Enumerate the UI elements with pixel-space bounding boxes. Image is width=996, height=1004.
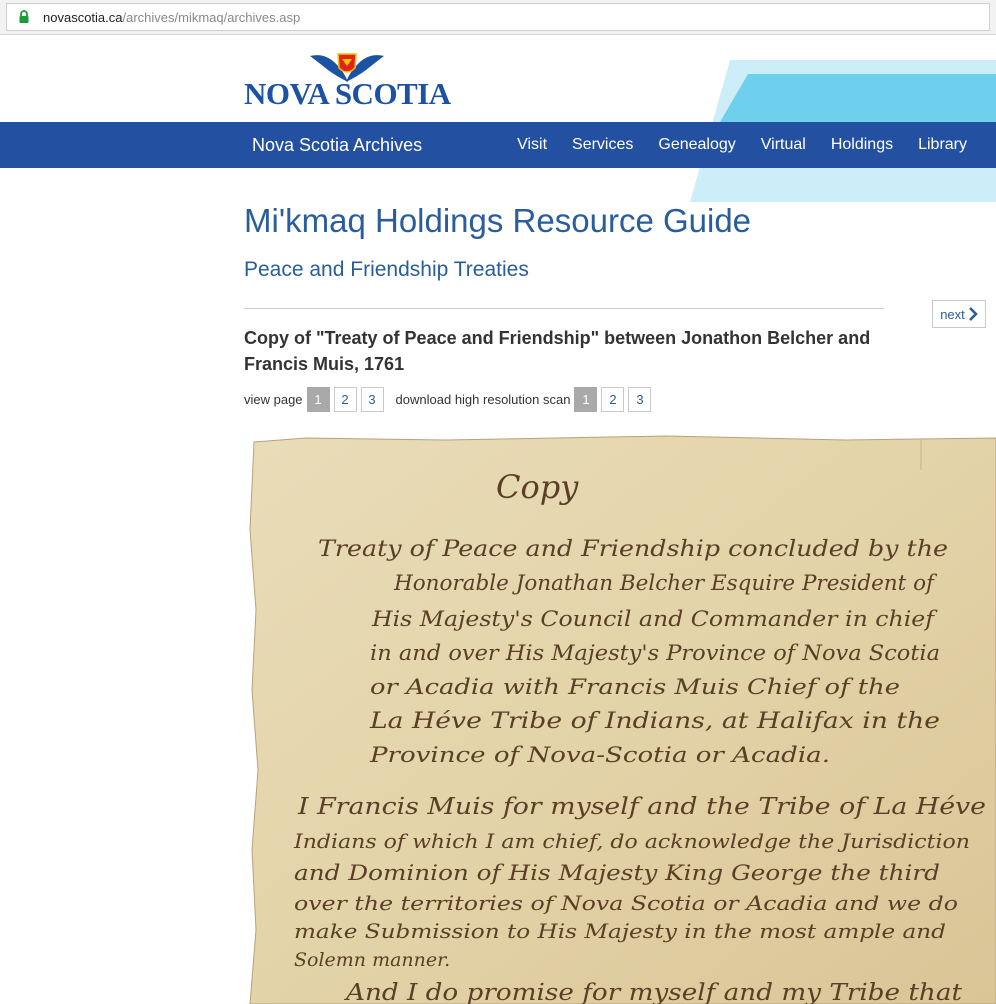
manuscript-line: make Submission to His Majesty in the most ample and [294,919,946,943]
view-page-3[interactable]: 3 [361,387,384,412]
page-subtitle: Peace and Friendship Treaties [244,258,529,281]
manuscript-line: His Majesty's Council and Commander in chief [370,607,938,631]
download-page-1[interactable]: 1 [574,387,597,412]
manuscript-line: And I do promise for myself and my Tribe that [343,980,963,1004]
logo-text: NOVA SCOTIA [244,76,451,111]
manuscript-scan[interactable] [246,430,996,1004]
page-pager [244,386,655,412]
browser-address-bar [0,0,996,35]
manuscript-line: Copy [496,468,579,506]
url-path: /archives/mikmaq/archives.asp [122,10,301,25]
download-page-2[interactable]: 2 [601,387,624,412]
manuscript-line: La Héve Tribe of Indians, at Halifax in the [368,709,940,734]
next-button[interactable] [932,300,986,328]
next-label: next [940,306,965,322]
manuscript-line: Solemn manner. [294,949,451,971]
url-domain: novascotia.ca [43,10,123,25]
nav-item-visit[interactable]: Visit [517,136,548,153]
nav-item-virtual[interactable]: Virtual [760,136,806,153]
manuscript-line: over the territories of Nova Scotia or Acadia and we do [294,891,958,915]
divider [244,308,884,309]
url-field[interactable] [6,3,990,31]
nav-site-title[interactable]: Nova Scotia Archives [252,135,423,155]
manuscript-line: or Acadia with Francis Muis Chief of the [370,675,900,699]
lock-icon [17,10,31,24]
manuscript-line: in and over His Majesty's Province of Nova Scotia [370,641,940,665]
nav-item-library[interactable]: Library [918,136,967,153]
manuscript-line: I Francis Muis for myself and the Tribe of La Héve [296,794,986,820]
site-header [0,36,996,168]
manuscript-line: Indians of which I am chief, do acknowledge the Jurisdiction [292,829,970,853]
download-label: download high resolution scan [395,391,571,407]
nav-item-services[interactable]: Services [572,136,634,153]
chevron-right-icon [968,307,978,321]
main-nav [0,122,996,168]
url-text[interactable] [43,10,300,25]
document-title: Copy of "Treaty of Peace and Friendship" between Jonathon Belcher and Francis Muis, 1761 [244,328,871,374]
view-page-label: view page [244,391,303,407]
nav-item-genealogy[interactable]: Genealogy [658,136,736,153]
page-title: Mi'kmaq Holdings Resource Guide [244,202,752,239]
view-page-2[interactable]: 2 [334,387,357,412]
view-page-1[interactable]: 1 [307,387,330,412]
manuscript-line: Treaty of Peace and Friendship concluded by the [318,537,948,562]
manuscript-line: and Dominion of His Majesty King George the third [294,861,940,885]
manuscript-line: Province of Nova-Scotia or Acadia. [368,743,830,767]
nav-menu [517,136,967,154]
download-page-3[interactable]: 3 [628,387,651,412]
manuscript-line: Honorable Jonathan Belcher Esquire President of [392,571,938,595]
nav-item-holdings[interactable]: Holdings [830,136,894,153]
nova-scotia-logo[interactable] [244,50,454,110]
